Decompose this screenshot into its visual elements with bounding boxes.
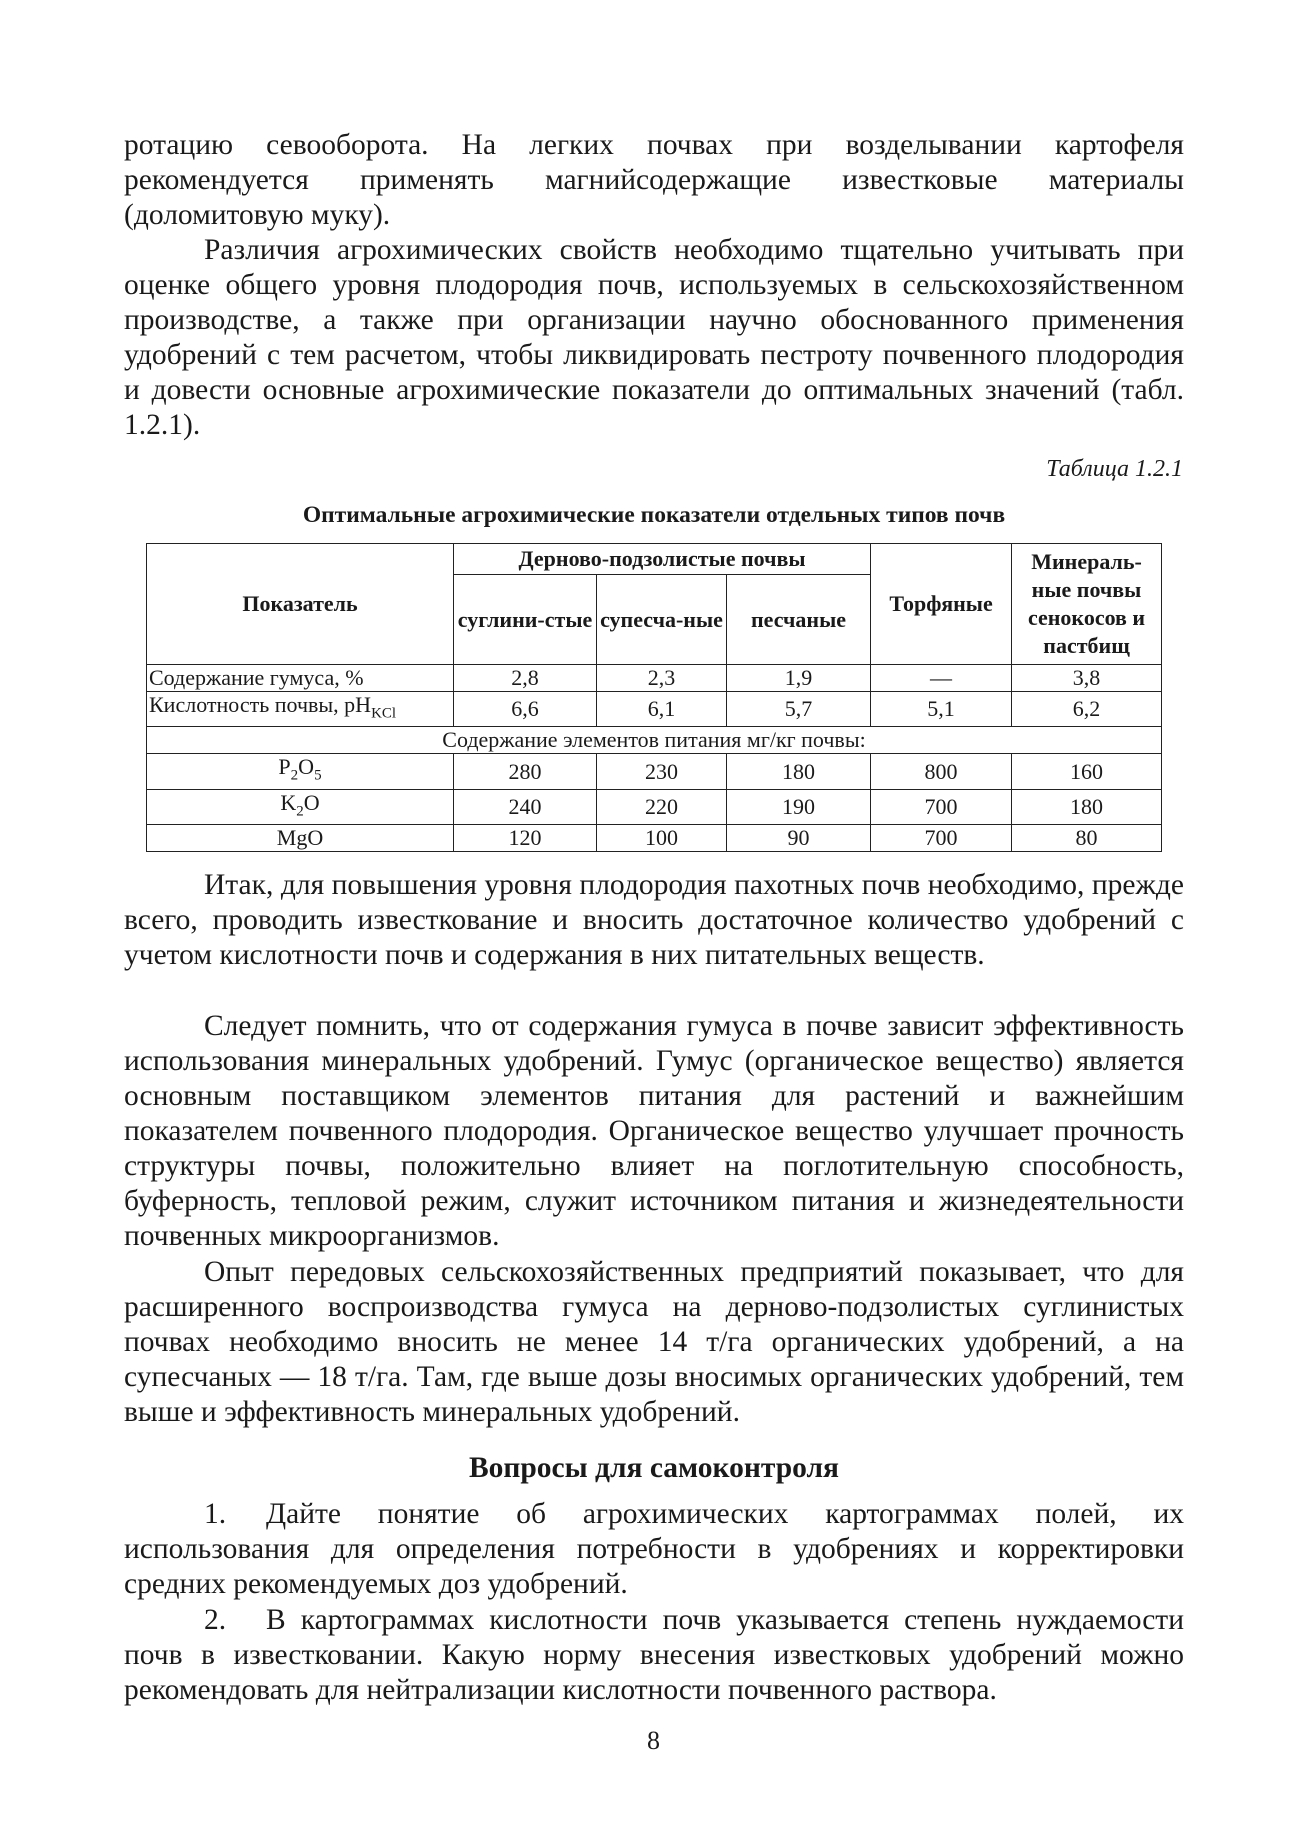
header-loamy: суглини-стые xyxy=(454,575,597,665)
row-label xyxy=(147,692,454,727)
optimal-indicators-table xyxy=(146,543,1162,852)
table-cell: 90 xyxy=(727,825,871,852)
table-cell: 230 xyxy=(597,754,727,789)
table-cell: 6,2 xyxy=(1012,692,1162,727)
table-cell: 280 xyxy=(454,754,597,789)
question-item xyxy=(124,1497,1184,1602)
table-cell: 180 xyxy=(727,754,871,789)
table-cell: 6,1 xyxy=(597,692,727,727)
question-number: 2. xyxy=(204,1604,227,1636)
formula-subscript: 5 xyxy=(314,767,322,784)
table-row xyxy=(147,825,1162,852)
table-cell: — xyxy=(871,665,1012,692)
header-indicator: Показатель xyxy=(147,544,454,665)
table-cell: 100 xyxy=(597,825,727,852)
row-label-main: Кислотность почвы, pH xyxy=(149,692,372,717)
formula-part: O xyxy=(303,789,320,815)
table-cell: 5,1 xyxy=(871,692,1012,727)
table-cell: 2,8 xyxy=(454,665,597,692)
table-cell: 120 xyxy=(454,825,597,852)
question-text: В картограммах кислотности почв указывается степень нуждаемости почв в известковании. Какую норму внесения известковых удобрений можно рекомендовать для нейтрализации кислотности почвенного раствора. xyxy=(124,1604,1184,1706)
table-cell: 800 xyxy=(871,754,1012,789)
row-label xyxy=(147,754,454,789)
table-cell: 2,3 xyxy=(597,665,727,692)
row-label-subscript: KCl xyxy=(371,705,397,722)
header-sandy-loam: супесча-ные xyxy=(597,575,727,665)
formula-part: P xyxy=(278,754,291,780)
page-number: 8 xyxy=(647,1726,660,1755)
header-peat: Торфяные xyxy=(871,544,1012,665)
table-cell: 160 xyxy=(1012,754,1162,789)
table-header-row xyxy=(147,544,1162,575)
table-cell: 6,6 xyxy=(454,692,597,727)
table-caption: Таблица 1.2.1 xyxy=(1046,456,1183,482)
table-cell: 180 xyxy=(1012,789,1162,824)
table-cell: 1,9 xyxy=(727,665,871,692)
nutrients-heading: Содержание элементов питания мг/кг почвы: xyxy=(147,727,1162,754)
paragraph-liming: Итак, для повышения уровня плодородия пахотных почв необходимо, прежде всего, проводить известкование и вносить достаточное количество удобрений с учетом кислотности почв и содержания в них питательных веществ. xyxy=(124,869,1184,971)
table-row xyxy=(147,692,1162,727)
row-label: Содержание гумуса, % xyxy=(147,665,454,692)
table-row xyxy=(147,789,1162,824)
paragraph-humus: Следует помнить, что от содержания гумуса в почве зависит эффективность использования минеральных удобрений. Гумус (органическое вещество) является основным поставщиком элементов питания для растений и важнейшим показателем почвенного плодородия. Органическое вещество улучшает прочность структуры почвы, положительно влияет на поглотительную способность, буферность, тепловой режим, служит источником питания и жизнедеятельности почвенных микроорганизмов. xyxy=(124,1010,1184,1252)
row-label xyxy=(147,789,454,824)
table-cell: 5,7 xyxy=(727,692,871,727)
question-text: Дайте понятие об агрохимических картограммах полей, их использования для определения потребности в удобрениях и корректировки средних рекомендуемых доз удобрений. xyxy=(124,1498,1184,1600)
header-sandy: песчаные xyxy=(727,575,871,665)
paragraph-experience: Опыт передовых сельскохозяйственных предприятий показывает, что для расширенного воспроизводства гумуса на дерново-подзолистых суглинистых почвах необходимо вносить не менее 14 т/га органических удобрений, а на супесчаных — 18 т/га. Там, где выше дозы вносимых органических удобрений, тем выше и эффективность минеральных удобрений. xyxy=(124,1256,1184,1428)
table-title: Оптимальные агрохимические показатели отдельных типов почв xyxy=(302,502,1006,528)
paragraph-agrochemical-properties: Различия агрохимических свойств необходимо тщательно учитывать при оценке общего уровня плодородия почв, используемых в сельскохозяйственном производстве, а также при организации научно обоснованного применения удобрений с тем расчетом, чтобы ликвидировать пестроту почвенного плодородия и довести основные агрохимические показатели до оптимальных значений (табл. 1.2.1). xyxy=(124,234,1184,441)
table-cell: 700 xyxy=(871,789,1012,824)
table-cell: 700 xyxy=(871,825,1012,852)
row-label: MgO xyxy=(147,825,454,852)
table-cell: 3,8 xyxy=(1012,665,1162,692)
paragraph-crop-rotation: ротацию севооборота. На легких почвах при возделывании картофеля рекомендуется применять магнийсодержащие известковые материалы (доломитовую муку). xyxy=(124,129,1184,231)
table-cell: 190 xyxy=(727,789,871,824)
header-sod-podzolic: Дерново-подзолистые почвы xyxy=(454,544,871,575)
question-item xyxy=(124,1603,1184,1708)
table-cell: 220 xyxy=(597,789,727,824)
formula-part: O xyxy=(298,754,315,780)
table-span-row xyxy=(147,727,1162,754)
table-row xyxy=(147,665,1162,692)
formula-subscript: 2 xyxy=(290,767,299,784)
formula-subscript: 2 xyxy=(296,803,304,820)
question-number: 1. xyxy=(204,1498,227,1530)
formula-part: K xyxy=(280,789,297,815)
table-cell: 240 xyxy=(454,789,597,824)
table-row xyxy=(147,754,1162,789)
section-title-self-control: Вопросы для самоконтроля xyxy=(468,1452,840,1484)
table-cell: 80 xyxy=(1012,825,1162,852)
header-mineral: Минераль-ные почвы сенокосов и пастбищ xyxy=(1012,544,1162,665)
